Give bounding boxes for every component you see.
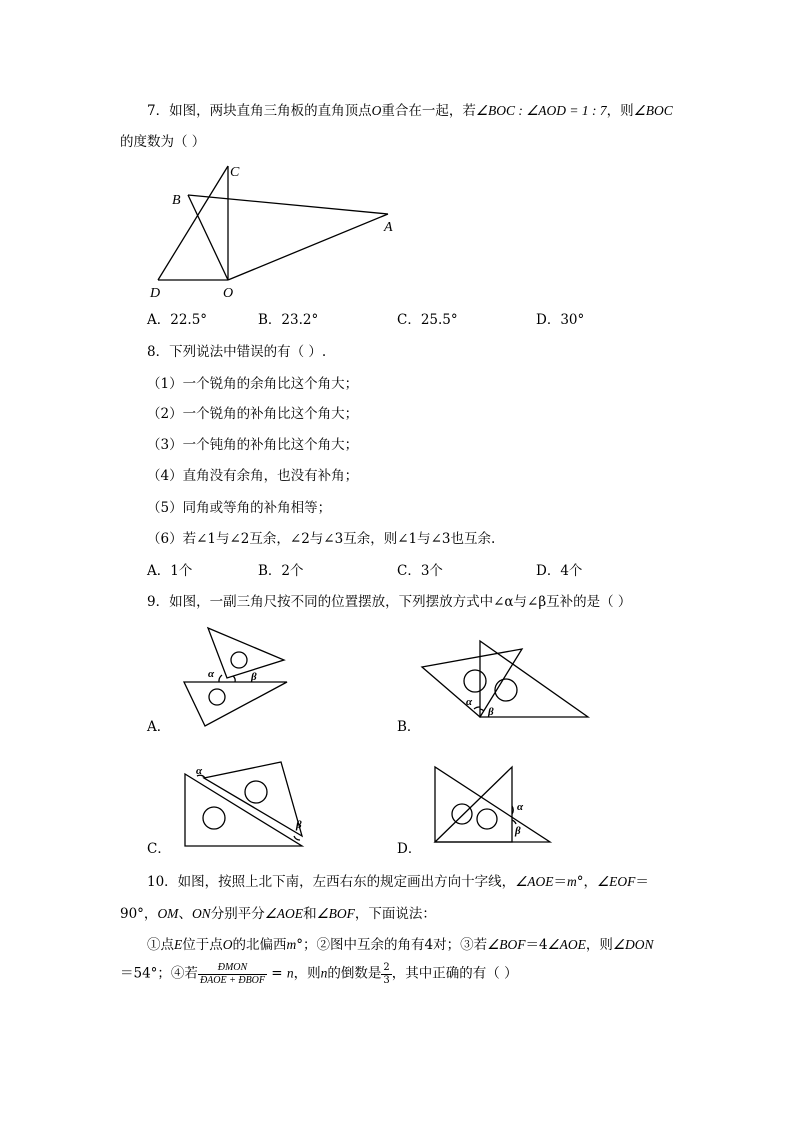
q7-line-oa: [228, 214, 388, 280]
q10-frac-den: ÐAOE + ÐBOF: [199, 974, 266, 986]
q9c-right-triangle: [185, 774, 302, 846]
q8-item-5: （5）同角或等角的补角相等；: [147, 500, 332, 516]
q10-ray-on: ON: [191, 906, 211, 921]
q10-text-4b: =: [267, 965, 287, 982]
q9b-hole-2: [495, 679, 517, 701]
q9a-beta: β: [251, 671, 257, 683]
q7-label-c: C: [230, 165, 240, 180]
q10-text-2a: 90°，: [120, 906, 158, 922]
q7-line-dc: [158, 166, 228, 280]
q7-stem-line2: 的度数为（ ）: [120, 134, 206, 150]
q9c-hole-2: [203, 807, 225, 829]
q9-option-a[interactable]: A．: [147, 719, 171, 735]
q10-angle-aoe: ∠AOE: [515, 874, 554, 889]
q10-text-4a: ＝54°；④若: [120, 965, 198, 982]
q9-option-d[interactable]: D．: [397, 841, 422, 857]
q9d-hole-2: [477, 809, 497, 829]
q8-item-2: （2）一个锐角的补角比这个角大；: [147, 406, 359, 422]
q10-frac-three: 3: [383, 974, 390, 986]
q10-sep: 、: [178, 906, 192, 922]
q10-var-m: m: [567, 874, 577, 889]
q9d-square-triangle: [435, 767, 550, 842]
q9-stem: 9．如图，一副三角尺按不同的位置摆放，下列摆放方式中∠α与∠β互补的是（ ）: [147, 594, 632, 610]
q10-text-2c: ，下面说法：: [354, 906, 436, 922]
q10-text-3d: °；②图中互余的角有4对；③若: [296, 937, 488, 953]
q8-item-4: （4）直角没有余角，也没有补角；: [147, 468, 359, 484]
q10-angle-aoe-2: ∠AOE: [264, 906, 304, 921]
q9d-hole-1: [452, 804, 472, 824]
q10-angle-aoe-3: ∠AOE: [547, 937, 586, 952]
q9c-hole-1: [245, 781, 267, 803]
q7-point-o: O: [371, 103, 382, 118]
q10-var-n: n: [286, 965, 294, 981]
q10-eq-2: ＝: [635, 874, 649, 890]
q10-line4: [120, 962, 518, 986]
q9a-upper-hole: [231, 652, 247, 668]
q10-line3: [147, 938, 654, 953]
q10-line1: [147, 875, 649, 890]
q10-frac-two: 2: [383, 962, 390, 973]
q10-fraction: [198, 962, 267, 986]
q9a-upper-triangle: [208, 628, 284, 678]
q10-angle-eof: ∠EOF: [597, 874, 636, 889]
q10-text-2b: 分别平分: [210, 906, 265, 922]
q9a-alpha: α: [208, 668, 215, 680]
q7-label-o: O: [223, 286, 234, 301]
q7-label-d: D: [150, 286, 161, 301]
q10-var-n-2: n: [320, 965, 328, 981]
q10-text-3c: 的北偏西: [232, 937, 287, 953]
q9c-beta: β: [296, 819, 302, 831]
q10-angle-bof-2: ∠BOF: [487, 937, 526, 952]
q8-option-a[interactable]: A．1个: [147, 563, 193, 579]
q10-text-4c: ，则: [293, 965, 321, 982]
q10-text-3b: 位于点: [182, 937, 223, 953]
q10-text-1a: 10．如图，按照上北下南，左西右东的规定画出方向十字线，: [147, 874, 516, 890]
q8-option-d[interactable]: D．4个: [536, 563, 583, 579]
q7-angle: ∠BOC: [633, 103, 673, 118]
q8-option-c[interactable]: C．3个: [397, 563, 443, 579]
q7-line-bo: [188, 195, 228, 280]
q10-angle-don: ∠DON: [612, 937, 654, 952]
q8-item-1: （1）一个锐角的余角比这个角大；: [147, 376, 359, 392]
q8-item-3: （3）一个钝角的补角比这个角大；: [147, 437, 359, 453]
q9b-set-square-2: [480, 641, 588, 717]
q10-text-4e: ，其中正确的有（ ）: [391, 965, 518, 982]
q10-text-3e: ＝4: [525, 937, 548, 953]
q10-two-thirds: [381, 962, 391, 986]
q10-var-m-2: m: [286, 937, 297, 952]
q10-text-4d: 的倒数是: [327, 965, 382, 982]
q9c-beta-arc: [294, 836, 300, 840]
q9c-quadrilateral: [204, 762, 302, 836]
q8-stem: 8．下列说法中错误的有（ ）.: [147, 344, 327, 360]
q7-text-a: 7．如图，两块直角三角板的直角顶点: [147, 103, 372, 119]
q9b-beta: β: [488, 706, 494, 718]
q10-and: 和: [303, 906, 317, 922]
q7-option-d[interactable]: D．30°: [536, 312, 585, 328]
q7-option-a[interactable]: A．22.5°: [147, 312, 208, 328]
q9a-beta-arc: [233, 676, 235, 682]
q10-text-3f: ，则: [585, 937, 613, 953]
q10-line2: [120, 907, 436, 922]
q9-figure-d: [430, 762, 555, 846]
q10-point-e: E: [174, 937, 183, 952]
q9b-hole-1: [464, 670, 486, 692]
q9d-long-triangle: [435, 767, 512, 842]
q7-label-a: A: [384, 220, 393, 235]
q9-option-c[interactable]: C．: [147, 841, 171, 857]
q7-formula: ∠BOC : ∠AOD = 1 : 7: [475, 103, 607, 118]
q10-ray-om: OM: [157, 906, 179, 921]
q9b-alpha: α: [466, 696, 473, 708]
q10-angle-bof: ∠BOF: [316, 906, 355, 921]
q7-text-c: ，则: [606, 103, 634, 119]
q8-option-b[interactable]: B．2个: [258, 563, 304, 579]
q9a-lower-hole: [209, 689, 225, 705]
q9-figure-a: [175, 622, 295, 730]
q9-figure-b: [418, 637, 593, 722]
q7-line-ba: [188, 195, 388, 214]
q9c-alpha: α: [196, 765, 203, 777]
q9d-beta: β: [515, 825, 521, 837]
q9d-alpha: α: [517, 801, 524, 813]
q8-item-6: （6）若∠1与∠2互余，∠2与∠3互余，则∠1与∠3也互余.: [147, 531, 496, 547]
q10-text-3a: ①点: [147, 937, 174, 953]
q7-stem-line1: [147, 104, 673, 119]
q7-label-b: B: [172, 193, 181, 208]
q10-frac-num: ÐMON: [198, 962, 267, 975]
q9a-alpha-arc: [219, 675, 222, 682]
q7-option-c[interactable]: C．25.5°: [397, 312, 458, 328]
q9b-alpha-arc: [474, 707, 480, 709]
q7-option-b[interactable]: B．23.2°: [258, 312, 319, 328]
q10-deg-comma: °，: [576, 874, 598, 890]
q9a-lower-triangle: [184, 682, 287, 726]
q9-option-b[interactable]: B．: [397, 719, 421, 735]
q10-point-o: O: [222, 937, 233, 952]
q7-text-b: 重合在一起，若: [381, 103, 476, 119]
q7-figure: [140, 158, 410, 304]
q10-eq-1: ＝: [553, 874, 568, 890]
q9-figure-c: [180, 758, 310, 850]
